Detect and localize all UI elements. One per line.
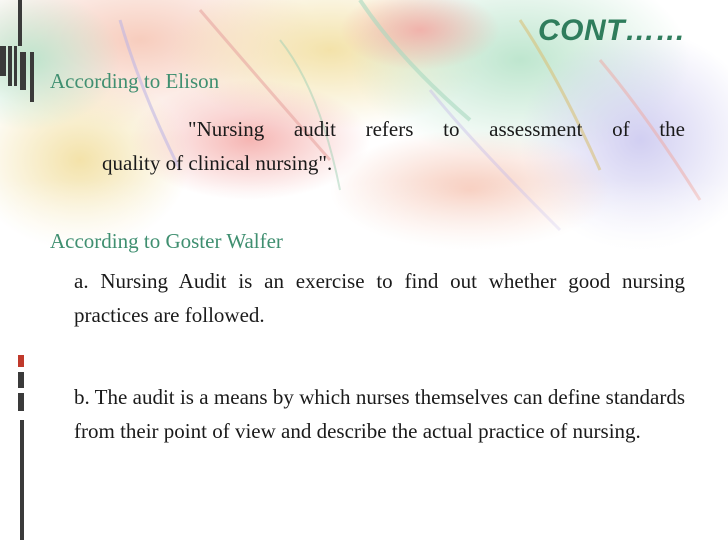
elison-quote [76,112,685,180]
elison-quote-line-2: quality of clinical nursing". [102,151,333,175]
left-edge-decoration [0,0,40,546]
elison-quote-line-1: "Nursing audit refers to assessment of the [188,117,685,141]
point-b-paragraph: b. The audit is a means by which nurses themselves can define standards from their point of view and describe the actual practice of nursing. [74,385,685,443]
point-a-paragraph: a. Nursing Audit is an exercise to find out whether good nursing practices are followed. [74,269,685,327]
slide-title: CONT…… [538,14,686,47]
section-heading-elison: According to Elison [50,69,220,93]
section-heading-goster-walfer: According to Goster Walfer [50,229,283,253]
